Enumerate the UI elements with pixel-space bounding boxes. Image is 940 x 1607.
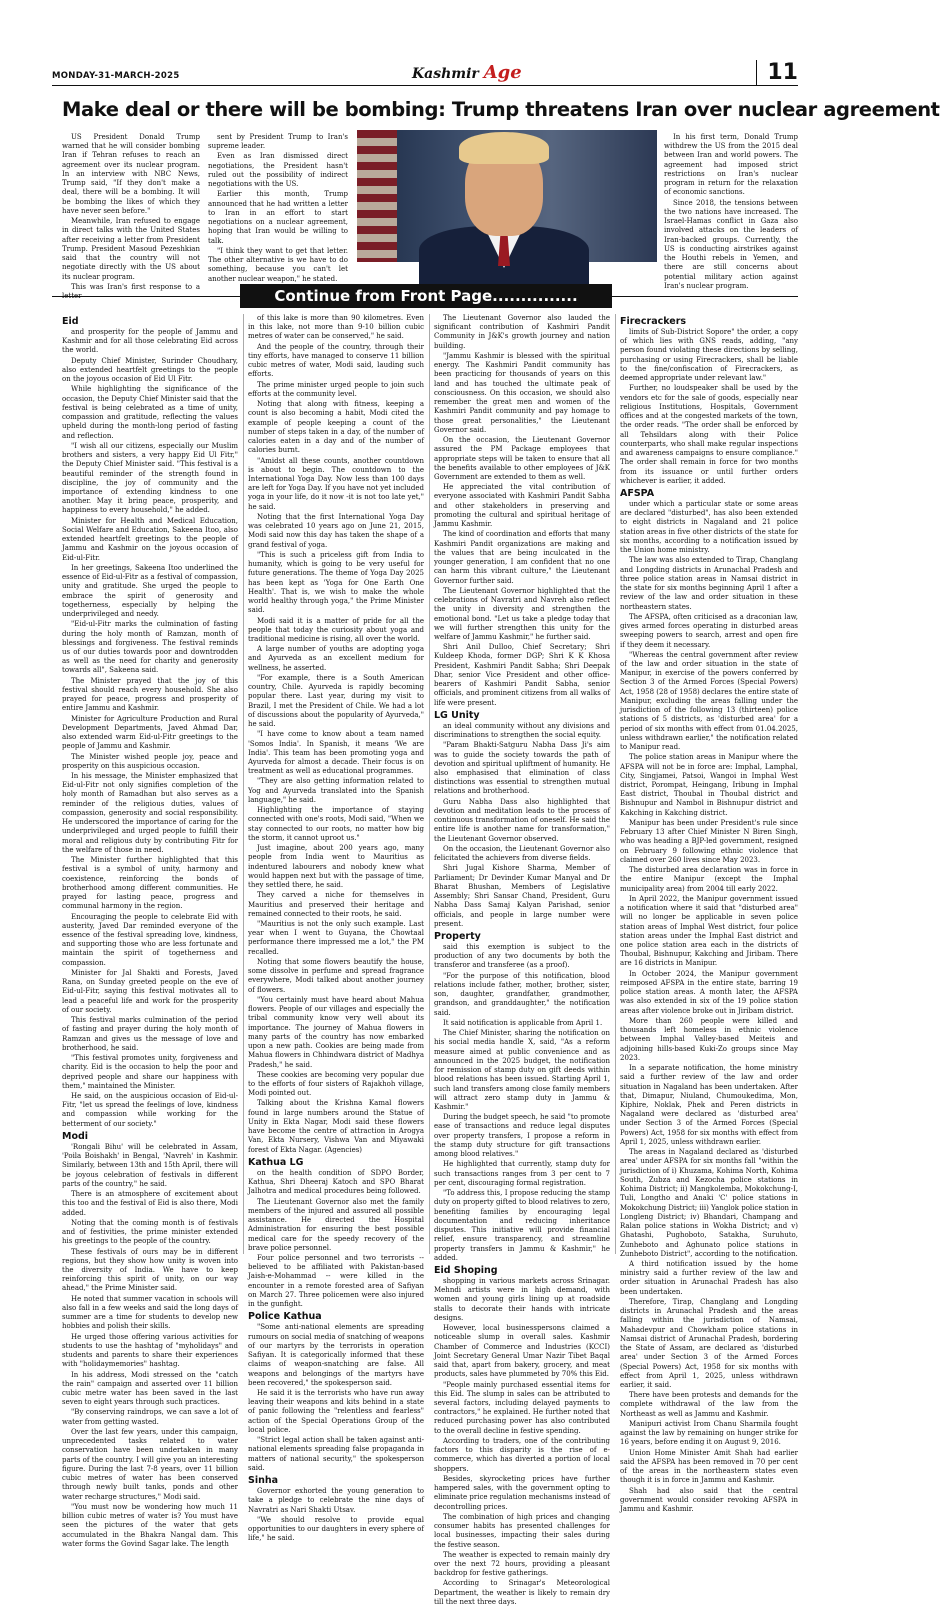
article-paragraph: The Minister further highlighted that this festival is a symbol of unity, harmony and coexistence, reinforcing the bonds of brotherhood among different communities. He prayed for lasting peace, progress and communal harmony in the region. xyxy=(62,856,238,911)
article-paragraph: "For the purpose of this notification, blood relations include father, mother, brother, sister, son, daughter, grandfather, grandmother, grandson, and granddaughter," the notification said. xyxy=(434,971,610,1017)
article-paragraph: 'Rongali Bihu' will be celebrated in Assam, 'Poila Boishakh' in Bengal, 'Navreh' in Kashmir. Similarly, between 13th and 15th April, there will be joyous celebration of festivals in different parts of the country," he said. xyxy=(62,1142,238,1188)
lead-paragraph: Meanwhile, Iran refused to engage in direct talks with the United States after receiving a letter from President Trump. President Masoud Pezeshkian said that the country will not negotiate directly with the US about its nuclear program. xyxy=(62,217,200,281)
article-paragraph: During the budget speech, he said "to promote ease of transactions and reduce legal disputes over property transfers, I propose a reform in the stamp duty structure for gift transactions among blood relatives." xyxy=(434,1113,610,1159)
article-paragraph: Therefore, Tirap, Changlang and Longding districts in Arunachal Pradesh and the areas falling within the jurisdiction of Namsai, Mahadevpur and Chowkham police stations in Namsai district of Arunachal Pradesh, bordering the State of Assam, are declared as 'disturbed area' under Section 3 of the Armed Forces (Special Powers) Act, 1958 for six months with effect from April 1, 2025, unless withdrawn earlier, it said. xyxy=(620,1297,798,1390)
article-paragraph: The police station areas in Manipur where the AFSPA will not be in force are: Imphal, Lamphal, City, Singjamei, Patsoi, Wangoi in Imphal West district, Porompat, Heingang, Iribung in Imphal East district, Thoubal in Thoubal district and Bishnupur and Nambol in Bishnupur district and Kakching in Kakching district. xyxy=(620,753,798,817)
article-paragraph: "People mainly purchased essential items for this Eid. The slump in sales can be attributed to several factors, including delayed payments to contractors," he explained. He further noted that reduced purchasing power has also contributed to the overall decline in festive spending. xyxy=(434,1380,610,1435)
article-paragraph: "This is such a priceless gift from India to humanity, which is going to be very useful for future generations. The theme of Yoga Day 2025 has been kept as 'Yoga for One Earth One Health'. That is, we wish to make the whole world healthy through yoga," the Prime Minister said. xyxy=(248,550,424,615)
article-paragraph: of this lake is more than 90 kilometres. Even in this lake, not more than 9-10 billion cubic metres of water can be conserved," he said. xyxy=(248,314,424,341)
section-heading: Police Kathua xyxy=(248,1311,322,1323)
section-heading: Sinha xyxy=(248,1475,279,1487)
article-paragraph: "Strict legal action shall be taken against anti-national elements spreading false propaganda in matters of national security," the spokesperson said. xyxy=(248,1436,424,1472)
article-paragraph: He noted that summer vacation in schools will also fall in a few weeks and said the long days of summer are a time for students to develop new hobbies and polish their skills. xyxy=(62,1294,238,1331)
article-paragraph: Noting that some flowers beautify the house, some dissolve in perfume and spread fragrance everywhere, Modi talked about another journey of flowers. xyxy=(248,957,424,994)
article-paragraph: Besides, skyrocketing prices have further hampered sales, with the government opting to eliminate price regulation mechanisms instead of decontrolling prices. xyxy=(434,1474,610,1511)
trump-photo xyxy=(357,130,657,262)
article-paragraph: He urged those offering various activities for students to use the hashtag of "myholidays" and students and parents to share their experiences with "holidaymemories" hashtag. xyxy=(62,1332,238,1369)
lead-headline: Make deal or there will be bombing: Trump threatens Iran over nuclear agreement xyxy=(62,98,940,121)
article-paragraph: There have been protests and demands for the complete withdrawal of the law from the Northeast as well as Jammu and Kashmir. xyxy=(620,1391,798,1418)
lead-story-col-3 xyxy=(664,133,798,290)
article-paragraph: However, local businesspersons claimed a noticeable slump in overall sales. Kashmir Chamber of Commerce and Industries (KCCI) Joint Secretary General Umar Nazir Tibet Baqal said that, apart from bakery, grocery, and meat products, sales have plummeted by 70% this Eid. xyxy=(434,1324,610,1379)
article-paragraph: Further, no loudspeaker shall be used by the vendors etc for the sale of goods, especially near religious Institutions, Hospitals, Government offices and at the congested markets of the town, the order reads. "The order shall be enforced by all Tehsildars along with their Police counterparts, who shall make regular inspections and awareness campaigns to ensure compliance." The order shall remain in force for two months from its issuance or until further orders whichever is earlier, it added. xyxy=(620,384,798,485)
article-paragraph: According to traders, one of the contributing factors to this disparity is the rise of e-commerce, which has diverted a portion of local shoppers. xyxy=(434,1436,610,1473)
section-heading: Eid xyxy=(62,316,79,327)
article-paragraph: Four police personnel and two terrorists -- believed to be affiliated with Pakistan-based Jaish-e-Mohammad -- were killed in the encounter in a remote forested area of Safiyan on March 27. Three policemen were also injured in the gunfight. xyxy=(248,1253,424,1309)
article-paragraph: Highlighting the importance of staying connected with one's roots, Modi said, "When we stay connected to our roots, no matter how big the storm, it cannot uproot us." xyxy=(248,806,424,842)
article-paragraph: The Minister wished people joy, peace and prosperity on this auspicious occasion. xyxy=(62,752,238,770)
article-paragraph: On the occasion, the Lieutenant Governor also felicitated the achievers from diverse fields. xyxy=(434,844,610,863)
article-paragraph: In her greetings, Sakeena Itoo underlined the essence of Eid-ul-Fitr as a festival of compassion, unity and gratitude. She urged the people to embrace the spirit of generosity and togetherness, especially by helping the underprivileged and needy. xyxy=(62,563,238,619)
article-paragraph: shopping in various markets across Srinagar. Mehndi artists were in high demand, with women and young girls lining up at roadside stalls to decorate their hands with intricate designs. xyxy=(434,1276,610,1322)
article-paragraph: an ideal community without any divisions and discriminations to strengthen the social equity. xyxy=(434,721,610,740)
article-paragraph: Minister for Jal Shakti and Forests, Javed Rana, on Sunday greeted people on the eve of Eid-ul-Fitr, saying this festival motivates all to lead a peaceful life and work for the prosperity of our society. xyxy=(62,968,238,1014)
article-paragraph: The prime minister urged people to join such efforts at the community level. xyxy=(248,380,424,398)
lead-story-col-1 xyxy=(62,133,200,300)
article-paragraph: Noting that along with fitness, keeping a count is also becoming a habit, Modi cited the example of people keeping a count of the number of steps taken in a day, of the number of calories eaten in a day and of the number of calories burnt. xyxy=(248,400,424,455)
article-paragraph: "Eid-ul-Fitr marks the culmination of fasting during the holy month of Ramzan, month of blessings and forgiveness. The festival reminds us of our duties towards poor and downtrodden as well as the need for charity and generosity towards all", Sakeena said. xyxy=(62,620,238,675)
article-paragraph: The Lieutenant Governor also met the family members of the injured and assured all possible assistance. He directed the Hospital Administration for ensuring the best possible medical care for the speedy recovery of the brave police personnel. xyxy=(248,1197,424,1252)
article-paragraph: The weather is expected to remain mainly dry over the next 72 hours, providing a pleasant backdrop for festive gatherings. xyxy=(434,1550,610,1578)
article-paragraph: limits of Sub-District Sopore" the order, a copy of which lies with GNS reads, adding, "any person found violating these directions by selling, purchasing or using Firecrackers, shall be liable to the fine/confiscation of Firecrackers, as deemed appropriate under relevant law." xyxy=(620,328,798,383)
article-paragraph: Just imagine, about 200 years ago, many people from India went to Mauritius as indentured labourers and nobody knew what would happen next but with the passage of time, they settled there, he said. xyxy=(248,844,424,890)
article-paragraph: "You must now be wondering how much 11 billion cubic metres of water is? You must have seen the pictures of the water that gets accumulated in the Bhakra Nangal dam. This water forms the Govind Sagar lake. The length xyxy=(62,1502,238,1548)
article-paragraph: Minister for Agriculture Production and Rural Development Departments, Javed Ahmad Dar, also extended warm Eid-ul-Fitr greetings to the people of Jammu and Kashmir. xyxy=(62,714,238,751)
article-paragraph: Modi said it is a matter of pride for all the people that today the curiosity about yoga and traditional medicine is rising, all over the world. xyxy=(248,616,424,643)
article-paragraph: He appreciated the vital contribution of everyone associated with Kashmiri Pandit Sabha and other stakeholders in preserving and promoting the cultural and spiritual heritage of Jammu Kashmir. xyxy=(434,483,610,529)
article-paragraph: And the people of the country, through their tiny efforts, have managed to conserve 11 billion cubic metres of water, Modi said, lauding such efforts. xyxy=(248,342,424,379)
article-paragraph: On the occasion, the Lieutenant Governor assured the PM Package employees that appropriate steps will be taken to ensure that all the benefits available to other employees of J&K Government are extended to them as well. xyxy=(434,436,610,481)
article-paragraph: Guru Nabha Dass also highlighted that devotion and meditation leads to the process of continuous transformation of oneself. He said the entire life is another name for transformation," the Lieutenant Governor observed. xyxy=(434,797,610,843)
article-paragraph: The Chief Minister, sharing the notification on his social media handle X, said, "As a reform measure aimed at public convenience and as announced in the 2025 budget, the notification for remission of stamp duty on gift deeds within blood relations has been issued. Starting April 1, such land transfers among close family members will attract zero stamp duty in Jammu & Kashmir." xyxy=(434,1029,610,1111)
article-paragraph: In his address, Modi stressed on the "catch the rain" campaign and asserted over 11 billion cubic metre water has been saved in the last seven to eight years through such practices. xyxy=(62,1370,238,1407)
article-paragraph: Over the last few years, under this campaign, unprecedented tasks related to water conservation have been undertaken in many parts of the country. I will give you an interesting figure. During the last 7-8 years, over 11 billion cubic metres of water has been conserved through newly built tanks, ponds and other water recharge structures," Modi said. xyxy=(62,1427,238,1501)
article-paragraph: In a separate notification, the home ministry said a further review of the law and order situation in Nagaland has been undertaken. After that, Dimapur, Niuland, Chumoukedima, Mon, Kiphire, Noklak, Phek and Peren districts in Nagaland were declared as 'disturbed area' under Section 3 of the Armed Forces (Special Powers) Act, 1958 for six months with effect from April 1, 2025, unless withdrawn earlier. xyxy=(620,1064,798,1146)
edition-date: MONDAY-31-MARCH-2025 xyxy=(52,71,180,81)
article-paragraph: "Whereas the central government after review of the law and order situation in the state of Manipur, in exercise of the powers conferred by Section 3 of the Armed Forces (Special Powers) Act, 1958 (28 of 1958) declares the entire state of Manipur, excluding the areas falling under the jurisdiction of the following 13 (thirteen) police stations of 5 districts, as 'disturbed area' for a period of six months with effect from 01.04.2025, unless withdrawn earlier," the notification related to Manipur read. xyxy=(620,650,798,752)
section-heading: Modi xyxy=(62,1130,89,1142)
lead-paragraph: "I think they want to get that letter. The other alternative is we have to do something, because you can't let another nuclear weapon," he stated. xyxy=(208,246,348,283)
newspaper-logo: Kashmir Age xyxy=(412,62,522,83)
article-paragraph: In October 2024, the Manipur government reimposed AFSPA in the entire state, barring 19 police station areas. A month later, the AFSPA was also extended in six of the 19 police station areas after violence broke out in Jiribam district. xyxy=(620,969,798,1015)
article-paragraph: This festival marks culmination of the period of fasting and prayer during the holy month of Ramzan and gives us the message of love and brotherhood, he said. xyxy=(62,1016,238,1052)
article-paragraph: "Mauritius is not the only such example. Last year when I went to Guyana, the Chowtaal performance there impressed me a lot," the PM recalled. xyxy=(248,920,424,956)
section-heading: Property xyxy=(434,931,481,942)
continued-column-4 xyxy=(620,314,799,1514)
article-paragraph: In his message, the Minister emphasized that Eid-ul-Fitr not only signifies completion of the holy month of Ramadhan but also serves as a reminder of the religious duties, values of compassion, generosity and social responsibility. He underscored the importance of caring for the underprivileged and urged people to fulfill their moral and religious duty by contributing Fitr for the welfare of those in need. xyxy=(62,772,238,854)
article-paragraph: Minister for Health and Medical Education, Social Welfare and Education, Sakeena Itoo, also extended heartfelt greetings to the people of Jammu and Kashmir on the joyous occasion of Eid-ul-Fitr. xyxy=(62,516,238,562)
article-paragraph: under which a particular state or some areas are declared "disturbed", has also been extended to eight districts in Nagaland and 21 police station areas in five other districts of the state for six months, according to a notification issued by the Union home ministry. xyxy=(620,499,798,555)
article-paragraph: "Param Bhakti-Satguru Nabha Dass Ji's aim was to guide the society towards the path of devotion and spiritual upliftment of humanity. He also emphasised that elimination of class distinctions was essential to strengthen mutual relations and brotherhood. xyxy=(434,741,610,796)
article-paragraph: The areas in Nagaland declared as 'disturbed area' under AFSPA for six months fall "within the jurisdiction of i) Khuzama, Kohima North, Kohima South, Zubza and Kezocha police stations in Kohima District; ii) Mangkolemba, Mokokchung-I, Tuli, Longtho and Anaki 'C' police stations in Mokokchung District; iii) Yanglok police station in Longleng District; iv) Bhandari, Champang and Ralan police stations in Wokha District; and v) Ghatashi, Pughoboto, Satakha, Suruhuto, Zunheboto and Aghunato police stations in Zunheboto District", according to the notification. xyxy=(620,1148,799,1258)
article-paragraph: "They are also getting information related to Yog and Ayurveda translated into the Spanish language," he said. xyxy=(248,777,424,804)
continued-column-3 xyxy=(434,314,610,1606)
article-paragraph: Shah had also said that the central government would consider revoking AFSPA in Jammu and Kashmir. xyxy=(620,1486,798,1514)
article-paragraph: "By conserving raindrops, we can save a lot of water from getting wasted. xyxy=(62,1408,238,1426)
article-paragraph: The Lieutenant Governor also lauded the significant contribution of Kashmiri Pandit Community in J&K's growth journey and nation building. xyxy=(434,314,610,350)
article-paragraph: The combination of high prices and changing consumer habits has presented challenges for local businesses, impacting their sales during the festive season. xyxy=(434,1512,610,1549)
article-paragraph: "This festival promotes unity, forgiveness and charity. Eid is the occasion to help the poor and deprived people and share our happiness with them," maintained the Minister. xyxy=(62,1054,238,1090)
page-number: 11 xyxy=(756,60,798,85)
article-paragraph: Manipuri activist Irom Chanu Sharmila fought against the law by remaining on hunger strike for 16 years, before ending it on August 9, 2016. xyxy=(620,1419,798,1447)
article-paragraph: The Lieutenant Governor highlighted that the celebrations of Navratri and Navreh also reflect the unity in diversity and strengthen the emotional bond. "Let us take a pledge today that we will further strengthen this unity for the welfare of Jammu Kashmir," he further said. xyxy=(434,586,610,641)
article-paragraph: Talking about the Krishna Kamal flowers found in large numbers around the Statue of Unity in Ekta Nagar, Modi said these flowers have become the centre of attraction in Arogya Van, Ekta Nursery, Vishwa Van and Miyawaki forest of Ekta Nagar. (Agencies) xyxy=(248,1099,424,1154)
article-paragraph: "Jammu Kashmir is blessed with the spiritual energy. The Kashmiri Pandit community has been practicing for thousands of years on this land and has touched the ultimate peak of consciousness. On this occasion, we should also remember the great men and women of the Kashmiri Pandit community and pay homage to those great personalities," the Lieutenant Governor said. xyxy=(434,351,610,434)
section-heading: Firecrackers xyxy=(620,316,687,327)
article-paragraph: "I have come to know about a team named 'Somos India'. In Spanish, it means 'We are India'. This team has been promoting yoga and Ayurveda for almost a decade. Their focus is on treatment as well as educational programmes. xyxy=(248,730,424,776)
article-paragraph: "To address this, I propose reducing the stamp duty on property gifted to blood relatives to zero, benefiting families by encouraging legal documentation and reducing inheritance disputes. This initiative will provide financial relief, ensure transparency, and streamline property transfers in Jammu & Kashmir," he added. xyxy=(434,1189,610,1262)
article-paragraph: "We should resolve to provide equal opportunities to our daughters in every sphere of life," he said. xyxy=(248,1515,424,1543)
article-paragraph: According to Srinagar's Meteorological Department, the weather is likely to remain dry till the next three days. xyxy=(434,1579,610,1606)
section-heading: LG Unity xyxy=(434,709,480,721)
article-paragraph: Shri Jugal Kishore Sharma, Member of Parliament; Dr Devinder Kumar Manyal and Dr Bharat Bhushan, Members of Legislative Assembly; Shri Sansar Chand, President, Guru Nabha Dass Samaj Kalyan Parishad, senior officials, and people in large number were present. xyxy=(434,864,610,928)
article-paragraph: Noting that the first International Yoga Day was celebrated 10 years ago on June 21, 2015, Modi said now this day has taken the shape of a grand festival of yoga. xyxy=(248,512,424,549)
article-paragraph: He highlighted that currently, stamp duty for such transactions ranges from 3 per cent to 7 per cent, discouraging formal registration. xyxy=(434,1160,610,1187)
article-paragraph: The kind of coordination and efforts that many Kashmiri Pandit organizations are making and the values that are being inculcated in the younger generation, I am confident that no one can harm this vibrant culture," the Lieutenant Governor further said. xyxy=(434,530,610,585)
masthead xyxy=(52,56,798,86)
continued-banner: Continue from Front Page............... xyxy=(240,284,612,308)
article-paragraph: "I wish all our citizens, especially our Muslim brothers and sisters, a very happy Eid Ul Fitr," the Deputy Chief Minister said. "This festival is a beautiful reminder of the strength found in discipline, the joy of community and the importance of extending kindness to one another. May it bring peace, prosperity, and happiness to every household," he added. xyxy=(62,441,238,515)
article-paragraph: on the health condition of SDPO Border, Kathua, Shri Dheeraj Katoch and SPO Bharat Jalhotra and medical procedures being followed. xyxy=(248,1168,424,1196)
article-paragraph: The disturbed area declaration was in force in the entire Manipur (except the Imphal municipality area) from 2004 till early 2022. xyxy=(620,866,798,893)
article-paragraph: He said, on the auspicious occasion of Eid-ul-Fitr, "let us spread the feelings of love, kindness and compassion while working for the betterment of our society." xyxy=(62,1091,238,1128)
article-paragraph: and prosperity for the people of Jammu and Kashmir and for all those celebrating Eid across the world. xyxy=(62,328,238,355)
article-paragraph: "You certainly must have heard about Mahua flowers. People of our villages and especially the tribal community know very well about its importance. The journey of Mahua flowers in many parts of the country has now embarked upon a new path. Cookies are being made from Mahua flowers in Chhindwara district of Madhya Pradesh," he said. xyxy=(248,995,424,1069)
article-paragraph: The law was also extended to Tirap, Changlang and Longding districts in Arunachal Pradesh and three police station areas in Namsai district in the state for six months beginning April 1 after a review of the law and order situation in these northeastern states. xyxy=(620,556,798,611)
lead-paragraph: In his first term, Donald Trump withdrew the US from the 2015 deal between Iran and world powers. The agreement had imposed strict restrictions on Iran's nuclear program in return for the relaxation of economic sanctions. xyxy=(664,133,798,197)
article-paragraph: While highlighting the significance of the occasion, the Deputy Chief Minister said that the festival is being celebrated as a time of unity, compassion and gratitude, reflecting the values upheld during the month-long period of fasting and reflection. xyxy=(62,385,238,440)
article-paragraph: "Some anti-national elements are spreading rumours on social media of snatching of weapons of our martyrs by the terrorists in operation Safiyan. It is categorically informed that these claims of weapon-snatching are false. All weapons and belongings of the martyrs have been recovered," the spokesperson said. xyxy=(248,1323,424,1387)
lead-paragraph: Since 2018, the tensions between the two nations have increased. The Israel-Hamas conflict in Gaza also involved attacks on the leaders of Iran-backed groups. Currently, the US is conducting airstrikes against the Houthi rebels in Yemen, and there are still concerns about potential military action against Iran's nuclear program. xyxy=(664,198,798,290)
article-paragraph: A large number of youths are adopting yoga and Ayurveda as an excellent medium for wellness, he asserted. xyxy=(248,645,424,672)
article-paragraph: Noting that the coming month is of festivals and of festivities, the prime minister extended his greetings to the people of the country. xyxy=(62,1218,238,1246)
article-paragraph: He said it is the terrorists who have run away leaving their weapons and kits behind in a state of panic following the "relentless and fearless" action of the Special Operations Group of the local police. xyxy=(248,1389,424,1434)
article-paragraph: Encouraging the people to celebrate Eid with austerity, Javed Dar reminded everyone of the essence of the festival spreading love, kindness, and supporting those who are less fortunate and maintain the spirit of togetherness and compassion. xyxy=(62,912,238,967)
article-paragraph: A third notification issued by the home ministry said a further review of the law and order situation in Arunachal Pradesh has also been undertaken. xyxy=(620,1259,798,1296)
article-paragraph: "Amidst all these counts, another countdown is about to begin. The countdown to the International Yoga Day. Now less than 100 days are left for Yoga Day. If you have not yet included yoga in your life, do it now -it is not too late yet," he said. xyxy=(248,456,424,511)
article-paragraph: Deputy Chief Minister, Surinder Choudhary, also extended heartfelt greetings to the people on the joyous occasion of Eid Ul Fitr. xyxy=(62,356,238,384)
article-paragraph: Union Home Minister Amit Shah had earlier said the AFSPA has been removed in 70 per cent of the areas in the northeastern states even though it is in force in Jammu and Kashmir. xyxy=(620,1448,798,1485)
lead-paragraph: US President Donald Trump warned that he will consider bombing Iran if Tehran refuses to reach an agreement over its nuclear program. In an interview with NBC News, Trump said, "If they don't make a deal, there will be a bombing. It will be bombing the likes of which they have never seen before." xyxy=(62,133,200,215)
article-paragraph: In April 2022, the Manipur government issued a notification where it said that "disturbed area" will no longer be applicable in seven police station areas of Imphal West district, four police station areas under the Imphal East district and one police station area each in the districts of Thoubal, Bishnupur, Kakching and Jiribam. There are 16 districts in Manipur. xyxy=(620,894,798,968)
section-heading: Eid Shoping xyxy=(434,1264,498,1276)
section-heading: Kathua LG xyxy=(248,1156,304,1168)
article-paragraph: They carved a niche for themselves in Mauritius and preserved their heritage and remained connected to their roots, he said. xyxy=(248,891,424,918)
article-paragraph: "For example, there is a South American country, Chile. Ayurveda is rapidly becoming popular there. Last year, during my visit to Brazil, I met the President of Chile. We had a lot of discussions about the popularity of Ayurveda," he said. xyxy=(248,673,424,729)
article-paragraph: Manipur has been under President's rule since February 13 after Chief Minister N Biren Singh, who was heading a BJP-led government, resigned on February 9 following ethnic violence that claimed over 260 lives since May 2023. xyxy=(620,818,798,864)
article-paragraph: Shri Anil Dulloo, Chief Secretary; Shri Kuldeep Khoda, former DGP; Shri K K Khosa President, Kashmiri Pandit Sabha; Shri Deepak Dhar, senior Vice President and other office-bearers of Kashmiri Pandit Sabha, senior officials, and prominent citizens from all walks of life were present. xyxy=(434,643,610,707)
article-paragraph: The AFSPA, often criticised as a draconian law, gives armed forces operating in disturbed areas sweeping powers to search, arrest and open fire if they deem it necessary. xyxy=(620,612,798,649)
section-heading: AFSPA xyxy=(620,487,655,499)
lead-paragraph: sent by President Trump to Iran's supreme leader. xyxy=(208,133,348,151)
lead-story-col-2 xyxy=(208,133,348,283)
continued-column-1 xyxy=(62,314,238,1548)
article-paragraph: These festivals of ours may be in different regions, but they show how unity is woven into the diversity of India. We have to keep reinforcing this spirit of unity, on our way ahead," the Prime Minister said. xyxy=(62,1247,238,1293)
article-paragraph: These cookies are becoming very popular due to the efforts of four sisters of Rajakhoh village, Modi pointed out. xyxy=(248,1070,424,1098)
article-paragraph: There is an atmosphere of excitement about this too and the festival of Eid is also there, Modi added. xyxy=(62,1190,238,1217)
article-paragraph: More than 260 people were killed and thousands left homeless in ethnic violence between Imphal Valley-based Meiteis and adjoining hills-based Kuki-Zo groups since May 2023. xyxy=(620,1016,798,1062)
lead-paragraph: Even as Iran dismissed direct negotiations, the President hasn't ruled out the possibility of indirect negotiations with the US. xyxy=(208,152,348,189)
article-paragraph: Governor exhorted the young generation to take a pledge to celebrate the nine days of Navratri as Nari Shakti Utsav. xyxy=(248,1487,424,1514)
lead-paragraph: Earlier this month, Trump announced that he had written a letter to Iran in an effort to start negotiations on a nuclear agreement, hoping that Iran would be willing to talk. xyxy=(208,190,348,245)
article-paragraph: The Minister prayed that the joy of this festival should reach every household. She also prayed for peace, progress and prosperity of entire Jammu and Kashmir. xyxy=(62,676,238,713)
article-paragraph: It said notification is applicable from April 1. xyxy=(443,1018,603,1027)
lead-paragraph: This was Iran's first response to a letter xyxy=(62,282,200,300)
article-paragraph: said this exemption is subject to the production of any two documents by both the transferor and transferee (as a proof). xyxy=(434,943,610,970)
continued-column-2 xyxy=(248,314,424,1543)
flag-backdrop xyxy=(357,130,397,262)
